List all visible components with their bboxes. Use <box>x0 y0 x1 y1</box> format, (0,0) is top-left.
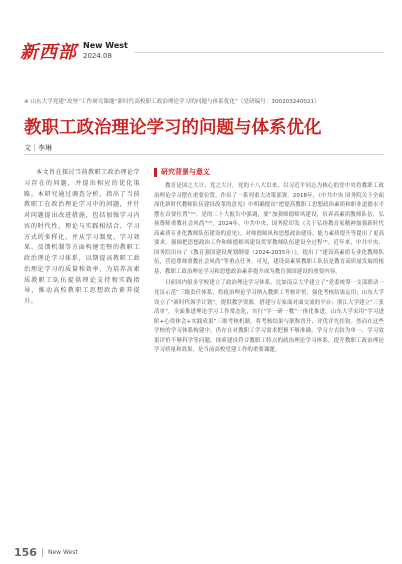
section-heading <box>154 166 384 178</box>
logo-issue-date: 2024.08 <box>83 52 112 60</box>
article-title: 教职工政治理论学习的问题与体系优化 <box>24 118 322 138</box>
footer-journal-name: New West <box>47 549 78 556</box>
title-divider <box>24 154 384 155</box>
author-line: 文｜李琳 <box>24 144 52 152</box>
logo-english: New West <box>83 41 128 50</box>
journal-logo <box>20 38 128 64</box>
body-column <box>154 166 384 356</box>
header-divider <box>134 52 384 53</box>
body-paragraph: 目前国内很多学校建立了政治理论学习体系，比如南京大学建立了“党委统筹一支部联动一党员示范”三级责任体系，将政治理论学习纳入教职工考核评价，强化考核结果运用；山东大学设立了“新时代领学计划”，提供教学资源，搭建与专家面对面交流的平台；浙江大学建立“三张清单”，全面推进理论学习工作常态化，实行“学一研一教”一体化推进，山东大学采用“学习进阶+心得体会+实践成果”三维考核机制，将考核结果与职称晋升、评优评先挂钩。然而在这些学校的学习体系构建中，仍存在对教职工学习需求把握不够准确、学习方式较为单一、学习效果评价不够科学等问题。探索建设符合教职工特点的政治理论学习体系，提升教职工政治理论学习质量和效果，是当前高校党建工作的重要课题。 <box>154 280 384 354</box>
body-paragraph: 教育是国之大计、党之大计。党的十八大以来，以习近平同志为核心的党中央将教职工政治理论学习摆在重要位置，作出了一系列重大决策部署。2018年，《中共中央 国务院关于全面深化新时代教师队伍建设改革的意见》中明确提出“把提高教职工思想政治素质和职业道德水平摆在首要位置”⁽¹⁾。党的二十大报告中强调，要“加强师德师风建设，培养高素质教师队伍，弘扬尊师重教社会风尚”⁽²⁾。2024年，中共中央、国务院印发《关于弘扬教育家精神加强新时代高素质专业化教师队伍建设的意见》，对师德师风和思想政治建设、能力素质提升等提出了更高要求，强调把思想政治工作和师德师风建设贯穿教师队伍建设全过程⁽³⁾。近年来，中共中央、国务院出台了《教育强国建设规划纲要（2024-2035年）》，提出了“建设高素质专业化教师队伍，营造尊师重教社会风尚”等重点任务。可见，建设高素质教职工队伍是教育高质量发展的根基，教职工政治理论学习和思想政治素养提升成为教育强国建设的重要内容。 <box>154 183 384 275</box>
funding-note: ※ 山东大学党建“攻坚”工作研究课题“新时代高校职工政治理论学习的问题与体系优化”（党研编号：300203240021） <box>24 99 320 105</box>
footer-separator <box>42 548 43 557</box>
page-footer <box>14 546 78 559</box>
page-number: 156 <box>14 546 37 559</box>
abstract-text: 本文旨在探讨当前教职工政治理论学习存在的问题，并提出相应的优化策略。本研究通过调查分析，指出了当前教职工在政治理论学习中的问题，并针对问题提出改进措施，包括加强学习内容的时代性、理论与实践相结合、学习方式的多样化，并从学习制度、学习效果、反馈机制等方面构建完整的教职工政治理论学习体系，以期提高教职工政治理论学习的质量和效率，为培养高素质教职工队伍提供理论支持和实践指导，推动高校教职工思想政治素养提升。 <box>24 169 140 305</box>
abstract-column <box>24 168 140 308</box>
section-title: 研究背景与意义 <box>161 168 210 176</box>
logo-subtext <box>83 41 128 61</box>
page-header <box>0 0 402 72</box>
logo-text: 新西部 <box>20 42 77 63</box>
section-marker <box>154 168 157 177</box>
